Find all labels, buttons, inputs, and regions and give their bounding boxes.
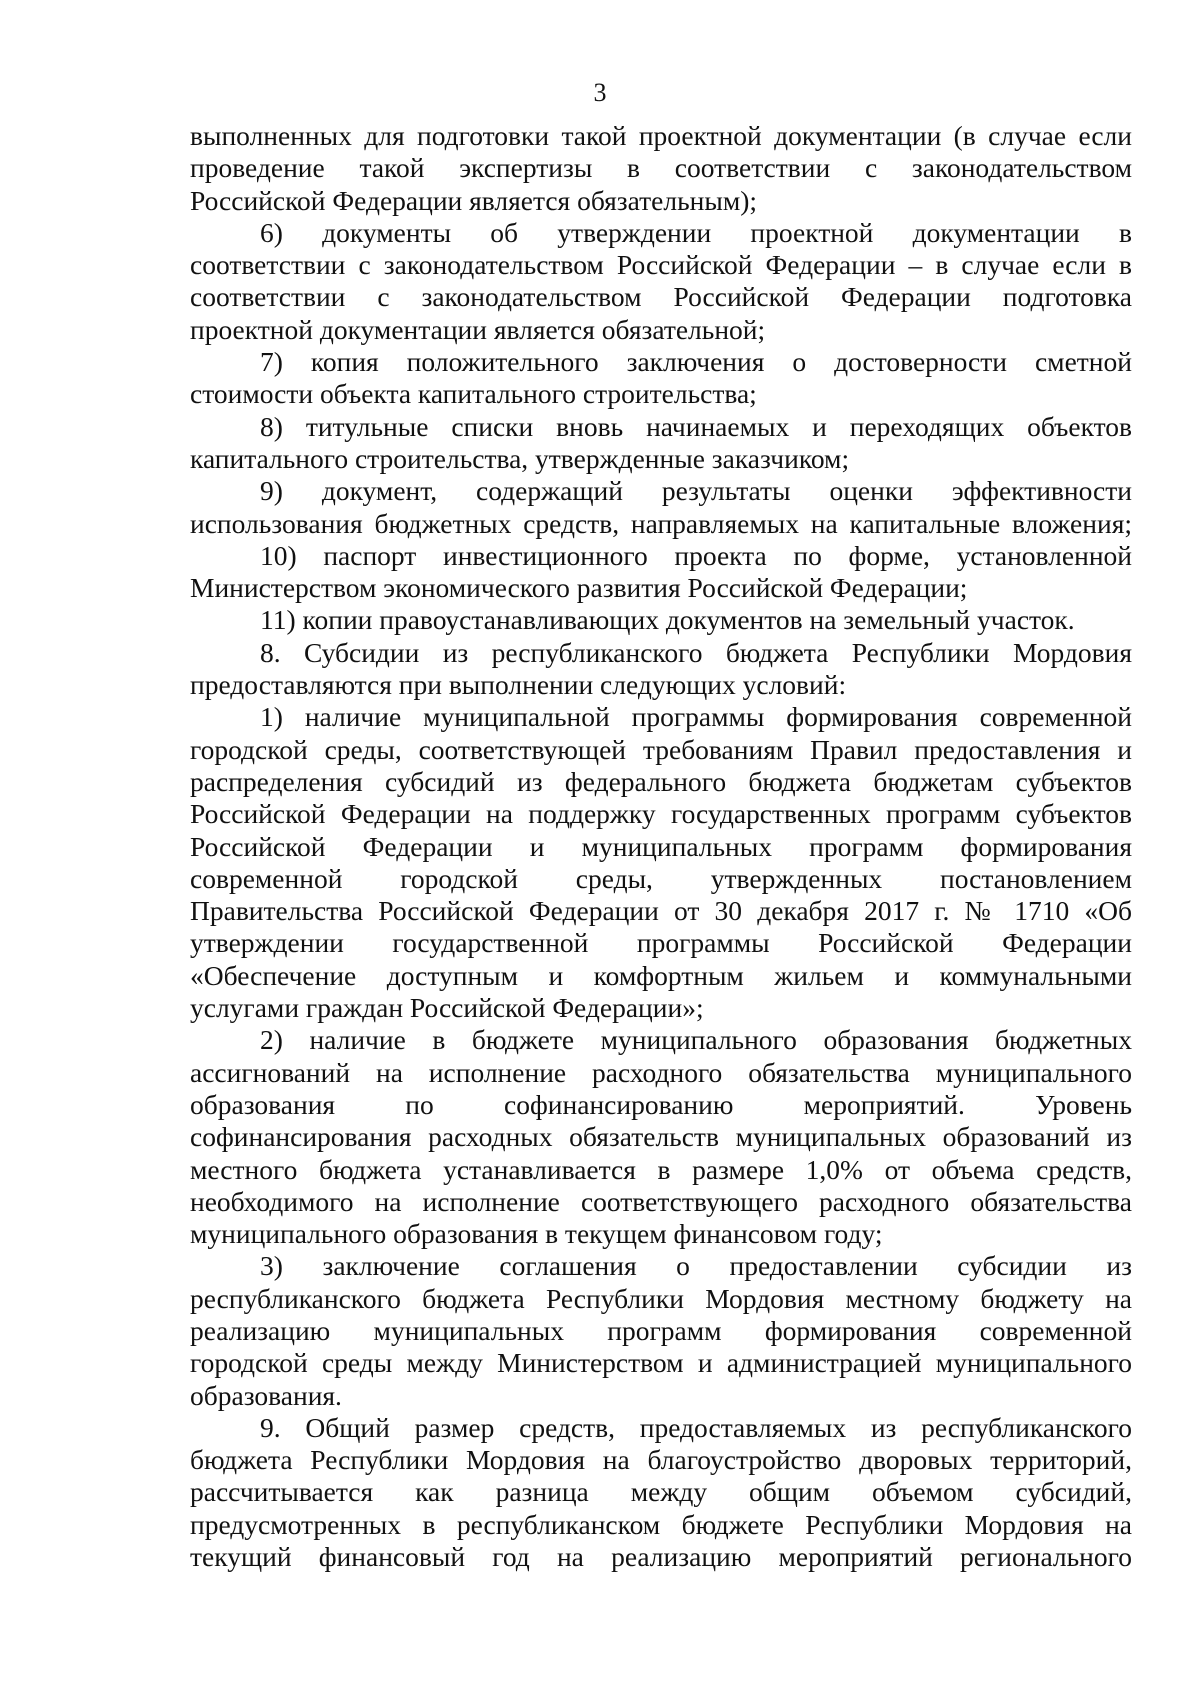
text-line: городской среды между Министерством и администрацией муниципального	[190, 1347, 1132, 1379]
text-line: муниципального образования в текущем финансовом году;	[190, 1218, 883, 1250]
text-line: «Обеспечение доступным и комфортным жильем и коммунальными	[190, 959, 1132, 991]
text-line: 8. Субсидии из республиканского бюджета Республики Мордовия	[260, 636, 1132, 668]
text-line: 7) копия положительного заключения о достоверности сметной	[260, 346, 1132, 378]
text-line: 9) документ, содержащий результаты оценки эффективности	[260, 475, 1132, 507]
text-line: соответствии с законодательством Российской Федерации подготовка	[190, 281, 1132, 313]
text-line: соответствии с законодательством Российской Федерации – в случае если в	[190, 249, 1132, 281]
text-line: 9. Общий размер средств, предоставляемых из республиканского	[260, 1411, 1132, 1443]
text-line: распределения субсидий из федерального бюджета бюджетам субъектов	[190, 765, 1132, 797]
text-line: Российской Федерации на поддержку государственных программ субъектов	[190, 798, 1132, 830]
text-line: Министерством экономического развития Российской Федерации;	[190, 572, 968, 604]
text-line: проектной документации является обязательной;	[190, 313, 766, 345]
text-line: образования.	[190, 1379, 342, 1411]
body-text	[190, 120, 1132, 1573]
text-line: выполненных для подготовки такой проектной документации (в случае если	[190, 120, 1132, 151]
text-line: образования по софинансированию мероприятий. Уровень	[190, 1088, 1132, 1120]
text-line: предусмотренных в республиканском бюджете Республики Мордовия на	[190, 1508, 1132, 1540]
text-line: софинансирования расходных обязательств муниципальных образований из	[190, 1121, 1132, 1153]
text-line: республиканского бюджета Республики Мордовия местному бюджету на	[190, 1282, 1132, 1314]
text-line: 6) документы об утверждении проектной документации в	[260, 216, 1132, 248]
text-line: местного бюджета устанавливается в размере 1,0% от объема средств,	[190, 1153, 1132, 1185]
text-line: 3) заключение соглашения о предоставлении субсидии из	[260, 1250, 1132, 1282]
text-line: 8) титульные списки вновь начинаемых и переходящих объектов	[260, 410, 1132, 442]
text-line: 1) наличие муниципальной программы формирования современной	[260, 701, 1132, 733]
text-line: бюджета Республики Мордовия на благоустройство дворовых территорий,	[190, 1444, 1132, 1476]
text-line: ассигнований на исполнение расходного обязательства муниципального	[190, 1056, 1132, 1088]
text-line: утверждении государственной программы Российской Федерации	[190, 927, 1132, 959]
text-line: Российской Федерации и муниципальных программ формирования	[190, 830, 1132, 862]
text-line: городской среды, соответствующей требованиям Правил предоставления и	[190, 733, 1132, 765]
text-line: современной городской среды, утвержденных постановлением	[190, 862, 1132, 894]
text-line: капитального строительства, утвержденные заказчиком;	[190, 442, 850, 474]
text-line: 10) паспорт инвестиционного проекта по форме, установленной	[260, 539, 1132, 571]
text-line: стоимости объекта капитального строительства;	[190, 378, 757, 410]
text-line: 11) копии правоустанавливающих документов на земельный участок.	[260, 604, 1075, 636]
text-line: проведение такой экспертизы в соответствии с законодательством	[190, 152, 1132, 184]
text-line: реализацию муниципальных программ формирования современной	[190, 1314, 1132, 1346]
text-line: текущий финансовый год на реализацию мероприятий регионального	[190, 1541, 1132, 1573]
text-line: Российской Федерации является обязательным);	[190, 184, 758, 216]
text-line: рассчитывается как разница между общим объемом субсидий,	[190, 1476, 1132, 1508]
text-line: услугами граждан Российской Федерации»;	[190, 992, 704, 1024]
text-line: 2) наличие в бюджете муниципального образования бюджетных	[260, 1024, 1132, 1056]
text-line: необходимого на исполнение соответствующего расходного обязательства	[190, 1185, 1132, 1217]
text-line: Правительства Российской Федерации от 30 декабря 2017 г. № 1710 «Об	[190, 895, 1132, 927]
text-line: использования бюджетных средств, направляемых на капитальные вложения;	[190, 507, 1132, 539]
text-line: предоставляются при выполнении следующих условий:	[190, 669, 847, 701]
page-number: 3	[593, 78, 607, 107]
